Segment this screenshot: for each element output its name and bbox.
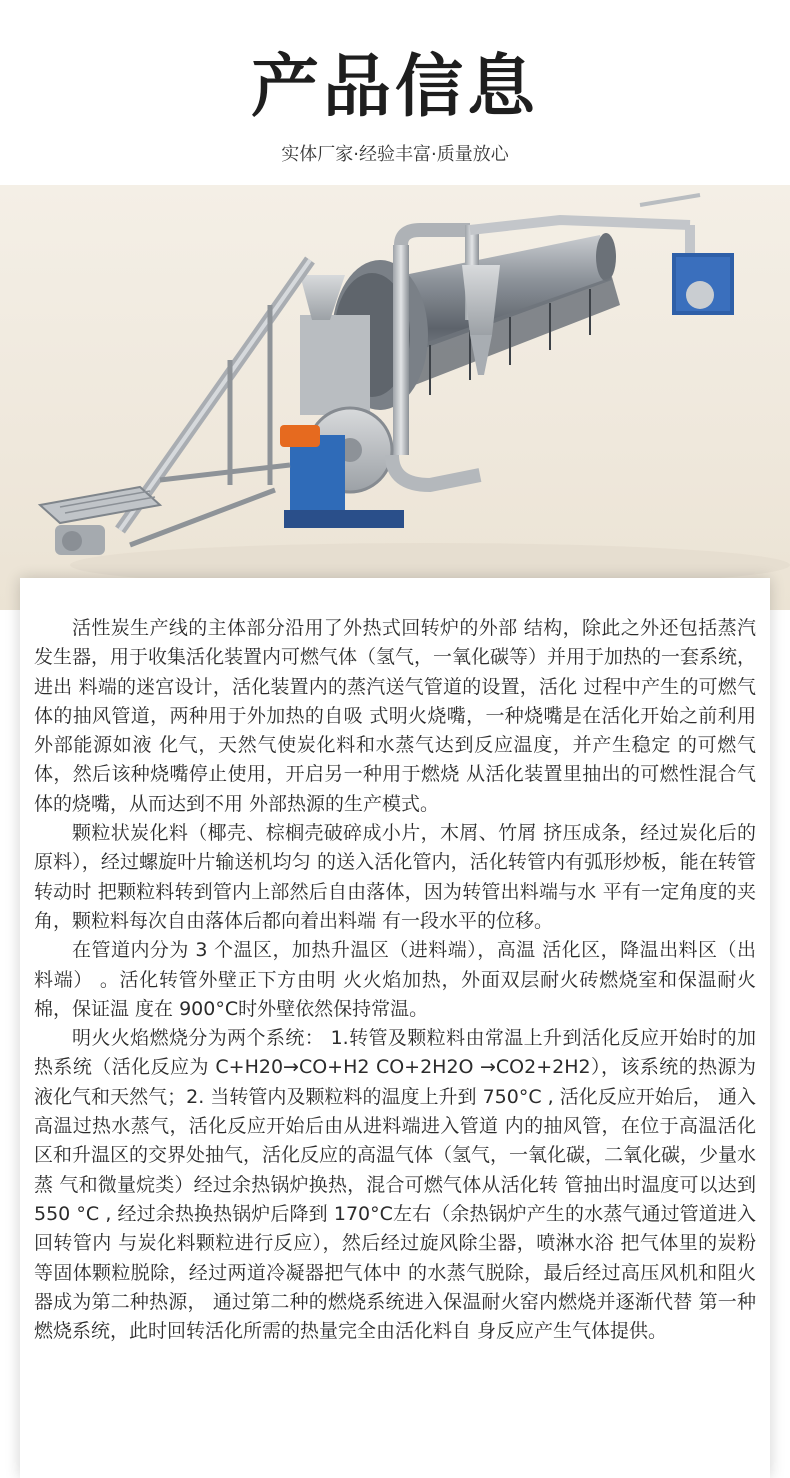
page-header [0,0,790,185]
product-photo [0,185,790,610]
page-subtitle: 实体厂家·经验丰富·质量放心 [281,144,509,165]
description-text [34,614,756,1346]
paragraph-4: 明火火焰燃烧分为两个系统： 1.转管及颗粒料由常温上升到活化反应开始时的加热系统（活化反应为 C+H20→CO+H2 CO+2H2O →CO2+2H2），该系统的热源为液化气和天然气；2. 当转管内及颗粒料的温度上升到 750°C , 活化反应开始后， 通入高温过热水蒸气，活化反应开始后由从进料端进入管道 内的抽风管，在位于高温活化区和升温区的交界处抽气，活化反应的高温气体（氢气，一氧化碳，二氧化碳，少量水蒸 气和微量烷类）经过余热锅炉换热，混合可燃气体从活化转 管抽出时温度可以达到 550 °C , 经过余热换热锅炉后降到 170°C左右（余热锅炉产生的水蒸气通过管道进入回转管内 与炭化料颗粒进行反应），然后经过旋风除尘器，喷淋水浴 把气体里的炭粉等固体颗粒脱除，经过两道冷凝器把气体中 的水蒸气脱除，最后经过高压风机和阻火器成为第二种热源， 通过第二种的燃烧系统进入保温耐火窑内燃烧并逐渐代替 第一种燃烧系统，此时回转活化所需的热量完全由活化料自 身反应产生气体提供。 [34,1027,757,1343]
paragraph-3: 在管道内分为 3 个温区，加热升温区（进料端），高温 活化区，降温出料区（出料端） 。活化转管外壁正下方由明 火火焰加热，外面双层耐火砖燃烧室和保温耐火棉，保证温 度在 900°C时外壁依然保持常温。 [34,939,756,1020]
paragraph-1: 活性炭生产线的主体部分沿用了外热式回转炉的外部 结构，除此之外还包括蒸汽发生器，用于收集活化装置内可燃气体（氢气，一氧化碳等）并用于加热的一套系统，进出 料端的迷宫设计，活化装置内的蒸汽送气管道的设置，活化 过程中产生的可燃气体的抽风管道，两种用于外加热的自吸 式明火烧嘴，一种烧嘴是在活化开始之前利用外部能源如液 化气，天然气使炭化料和水蒸气达到反应温度，并产生稳定 的可燃气体，然后该种烧嘴停止使用，开启另一种用于燃烧 从活化装置里抽出的可燃性混合气体的烧嘴，从而达到不用 外部热源的生产模式。 [34,617,757,815]
description-card [20,578,770,1478]
rotary-kiln-illustration [0,185,790,610]
page-title: 产品信息 [250,48,539,127]
paragraph-2: 颗粒状炭化料（椰壳、棕榈壳破碎成小片，木屑、竹屑 挤压成条，经过炭化后的原料），经过螺旋叶片输送机均匀 的送入活化管内，活化转管内有弧形炒板，能在转管转动时 把颗粒料转到管内上部然后自由落体，因为转管出料端与水 平有一定角度的夹角，颗粒料每次自由落体后都向着出料端 有一段水平的位移。 [34,822,756,932]
